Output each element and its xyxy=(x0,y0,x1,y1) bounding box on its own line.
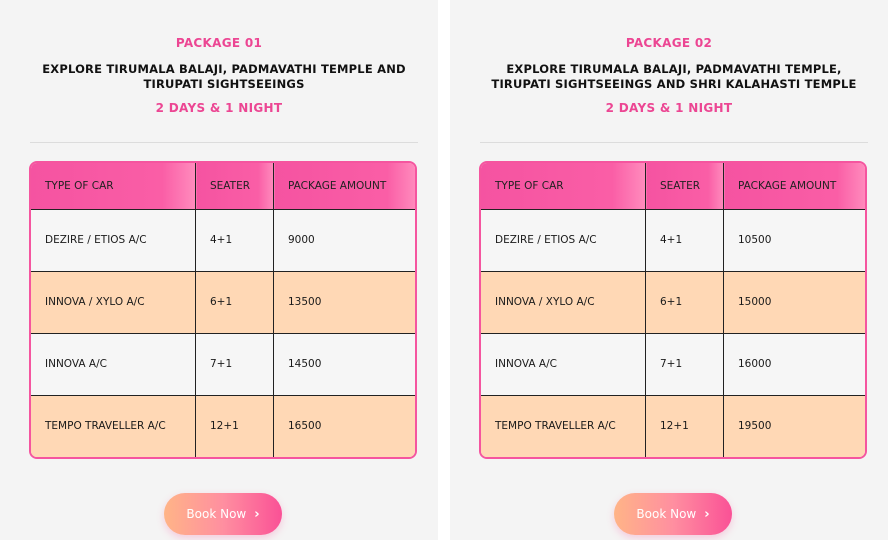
table-row xyxy=(31,333,415,395)
cell-amount: 9000 xyxy=(274,209,416,271)
book-now-label: Book Now xyxy=(636,507,697,521)
cell-seater: 7+1 xyxy=(196,333,274,395)
table-header-row xyxy=(31,163,415,209)
table-row xyxy=(481,333,865,395)
cell-car: TEMPO TRAVELLER A/C xyxy=(481,395,646,457)
table-row xyxy=(31,395,415,457)
cell-amount: 15000 xyxy=(724,271,866,333)
cell-seater: 4+1 xyxy=(196,209,274,271)
package-duration: 2 DAYS & 1 NIGHT xyxy=(155,101,283,115)
cell-amount: 19500 xyxy=(724,395,866,457)
package-label: PACKAGE 02 xyxy=(625,36,713,50)
column-header-car: TYPE OF CAR xyxy=(481,163,646,209)
cell-amount: 14500 xyxy=(274,333,416,395)
cell-amount: 16000 xyxy=(724,333,866,395)
chevron-right-icon: › xyxy=(704,506,710,522)
package-title: EXPLORE TIRUMALA BALAJI, PADMAVATHI TEMPLE AND TIRUPATI SIGHTSEEINGS xyxy=(42,62,406,91)
package-label: PACKAGE 01 xyxy=(175,36,263,50)
column-header-amount: PACKAGE AMOUNT xyxy=(274,163,416,209)
table-row xyxy=(481,209,865,271)
book-now-button[interactable] xyxy=(164,493,282,535)
cell-seater: 12+1 xyxy=(196,395,274,457)
table-row xyxy=(481,271,865,333)
divider xyxy=(480,142,868,143)
cell-seater: 6+1 xyxy=(196,271,274,333)
cell-amount: 13500 xyxy=(274,271,416,333)
divider xyxy=(30,142,418,143)
pricing-table xyxy=(479,161,867,459)
cell-car: DEZIRE / ETIOS A/C xyxy=(31,209,196,271)
column-header-amount: PACKAGE AMOUNT xyxy=(724,163,866,209)
table-row xyxy=(481,395,865,457)
package-title: EXPLORE TIRUMALA BALAJI, PADMAVATHI TEMPLE, TIRUPATI SIGHTSEEINGS AND SHRI KALAHASTI TEMPLE xyxy=(491,62,857,91)
column-header-seater: SEATER xyxy=(196,163,274,209)
package-card-02 xyxy=(450,0,888,540)
table-header-row xyxy=(481,163,865,209)
cell-car: DEZIRE / ETIOS A/C xyxy=(481,209,646,271)
cell-car: INNOVA / XYLO A/C xyxy=(481,271,646,333)
cell-seater: 6+1 xyxy=(646,271,724,333)
book-now-button[interactable] xyxy=(614,493,732,535)
cell-car: INNOVA A/C xyxy=(481,333,646,395)
cell-car: INNOVA / XYLO A/C xyxy=(31,271,196,333)
cell-seater: 12+1 xyxy=(646,395,724,457)
package-card-01 xyxy=(0,0,438,540)
table-row xyxy=(31,209,415,271)
column-header-car: TYPE OF CAR xyxy=(31,163,196,209)
cell-amount: 16500 xyxy=(274,395,416,457)
cell-amount: 10500 xyxy=(724,209,866,271)
column-header-seater: SEATER xyxy=(646,163,724,209)
cell-seater: 7+1 xyxy=(646,333,724,395)
cell-car: TEMPO TRAVELLER A/C xyxy=(31,395,196,457)
pricing-table xyxy=(29,161,417,459)
table-row xyxy=(31,271,415,333)
package-duration: 2 DAYS & 1 NIGHT xyxy=(605,101,733,115)
book-now-label: Book Now xyxy=(186,507,247,521)
cell-car: INNOVA A/C xyxy=(31,333,196,395)
cell-seater: 4+1 xyxy=(646,209,724,271)
chevron-right-icon: › xyxy=(254,506,260,522)
